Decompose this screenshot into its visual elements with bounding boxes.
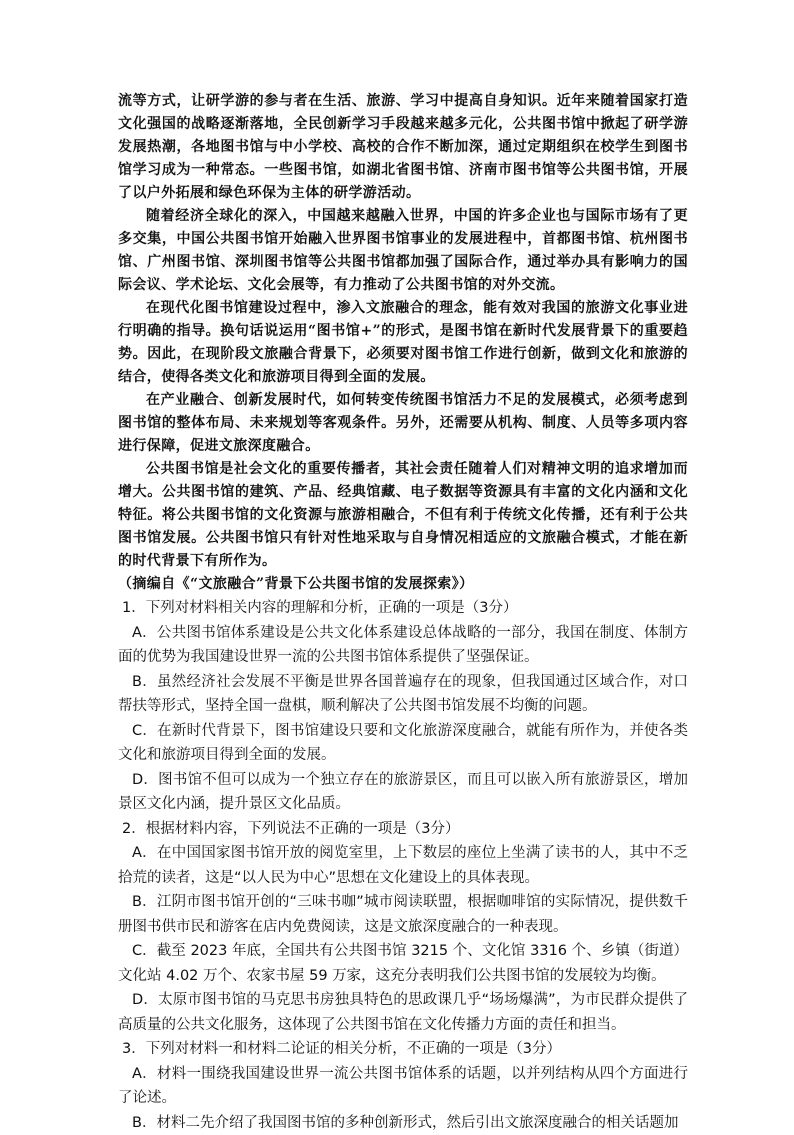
option-a: A．在中国国家图书馆开放的阅览室里，上下数层的座位上坐满了读书的人，其中不乏拾荒的读者，这是“以人民为中心”思想在文化建设上的具体表现。 [118, 841, 688, 890]
option-a: A．公共图书馆体系建设是公共文化体系建设总体战略的一部分，我国在制度、体制方面的优势为我国建设世界一流的公共图书馆体系提供了坚强保证。 [118, 621, 688, 670]
question-2 [118, 817, 688, 1038]
question-stem: 1．下列对材料相关内容的理解和分析，正确的一项是（3分） [118, 596, 688, 621]
passage-paragraph: 公共图书馆是社会文化的重要传播者，其社会责任随着人们对精神文明的追求增加而增大。公共图书馆的建筑、产品、经典馆藏、电子数据等资源具有丰富的文化内涵和文化特征。将公共图书馆的文化资源与旅游相融合，不但有利于传统文化传播，还有利于公共图书馆发展。公共图书馆只有针对性地采取与自身情况相适应的文旅融合模式，才能在新的时代背景下有所作为。 [118, 458, 688, 573]
question-stem: 2．根据材料内容，下列说法不正确的一项是（3分） [118, 817, 688, 842]
passage-paragraph: 在产业融合、创新发展时代，如何转变传统图书馆活力不足的发展模式，必须考虑到图书馆的整体布局、未来规划等客观条件。另外，还需要从机构、制度、人员等多项内容进行保障，促进文旅深度融合。 [118, 389, 688, 458]
question-3 [118, 1037, 688, 1135]
option-b: B．材料二先介绍了我国图书馆的多种创新形式，然后引出文旅深度融合的相关话题加 [118, 1111, 688, 1135]
reading-passage [118, 90, 688, 596]
passage-source: （摘编自《“文旅融合”背景下公共图书馆的发展探索》） [118, 573, 688, 596]
option-d: D．图书馆不但可以成为一个独立存在的旅游景区，而且可以嵌入所有旅游景区，增加景区文化内涵，提升景区文化品质。 [118, 768, 688, 817]
option-a: A．材料一围绕我国建设世界一流公共图书馆体系的话题，以并列结构从四个方面进行了论述。 [118, 1062, 688, 1111]
exam-page [118, 90, 688, 1135]
question-1 [118, 596, 688, 817]
passage-paragraph: 流等方式，让研学游的参与者在生活、旅游、学习中提高自身知识。近年来随着国家打造文化强国的战略逐渐落地，全民创新学习手段越来越多元化，公共图书馆中掀起了研学游发展热潮，各地图书馆与中小学校、高校的合作不断加深，通过定期组织在校学生到图书馆学习成为一种常态。一些图书馆，如湖北省图书馆、济南市图书馆等公共图书馆，开展了以户外拓展和绿色环保为主体的研学游活动。 [118, 90, 688, 205]
option-b: B．虽然经济社会发展不平衡是世界各国普遍存在的现象，但我国通过区域合作，对口帮扶等形式，坚持全国一盘棋，顺利解决了公共图书馆发展不均衡的问题。 [118, 670, 688, 719]
question-stem: 3．下列对材料一和材料二论证的相关分析，不正确的一项是（3分） [118, 1037, 688, 1062]
option-b: B．江阴市图书馆开创的“三味书咖”城市阅读联盟，根据咖啡馆的实际情况，提供数千册图书供市民和游客在店内免费阅读，这是文旅深度融合的一种表现。 [118, 890, 688, 939]
option-c: C．截至 2023 年底，全国共有公共图书馆 3215 个、文化馆 3316 个、乡镇（街道）文化站 4.02 万个、农家书屋 59 万家，这充分表明我们公共图书馆的发展较为均衡。 [118, 939, 688, 988]
option-d: D．太原市图书馆的马克思书房独具特色的思政课几乎“场场爆满”，为市民群众提供了高质量的公共文化服务，这体现了公共图书馆在文化传播力方面的责任和担当。 [118, 988, 688, 1037]
question-list [118, 596, 688, 1135]
passage-paragraph: 在现代化图书馆建设过程中，渗入文旅融合的理念，能有效对我国的旅游文化事业进行明确的指导。换句话说运用“图书馆+”的形式，是图书馆在新时代发展背景下的重要趋势。因此，在现阶段文旅融合背景下，必须要对图书馆工作进行创新，做到文化和旅游的结合，使得各类文化和旅游项目得到全面的发展。 [118, 297, 688, 389]
option-c: C．在新时代背景下，图书馆建设只要和文化旅游深度融合，就能有所作为，并使各类文化和旅游项目得到全面的发展。 [118, 719, 688, 768]
passage-paragraph: 随着经济全球化的深入，中国越来越融入世界，中国的许多企业也与国际市场有了更多交集，中国公共图书馆开始融入世界图书馆事业的发展进程中，首都图书馆、杭州图书馆、广州图书馆、深圳图书馆等公共图书馆都加强了国际合作，通过举办具有影响力的国际会议、学术论坛、文化会展等，有力推动了公共图书馆的对外交流。 [118, 205, 688, 297]
